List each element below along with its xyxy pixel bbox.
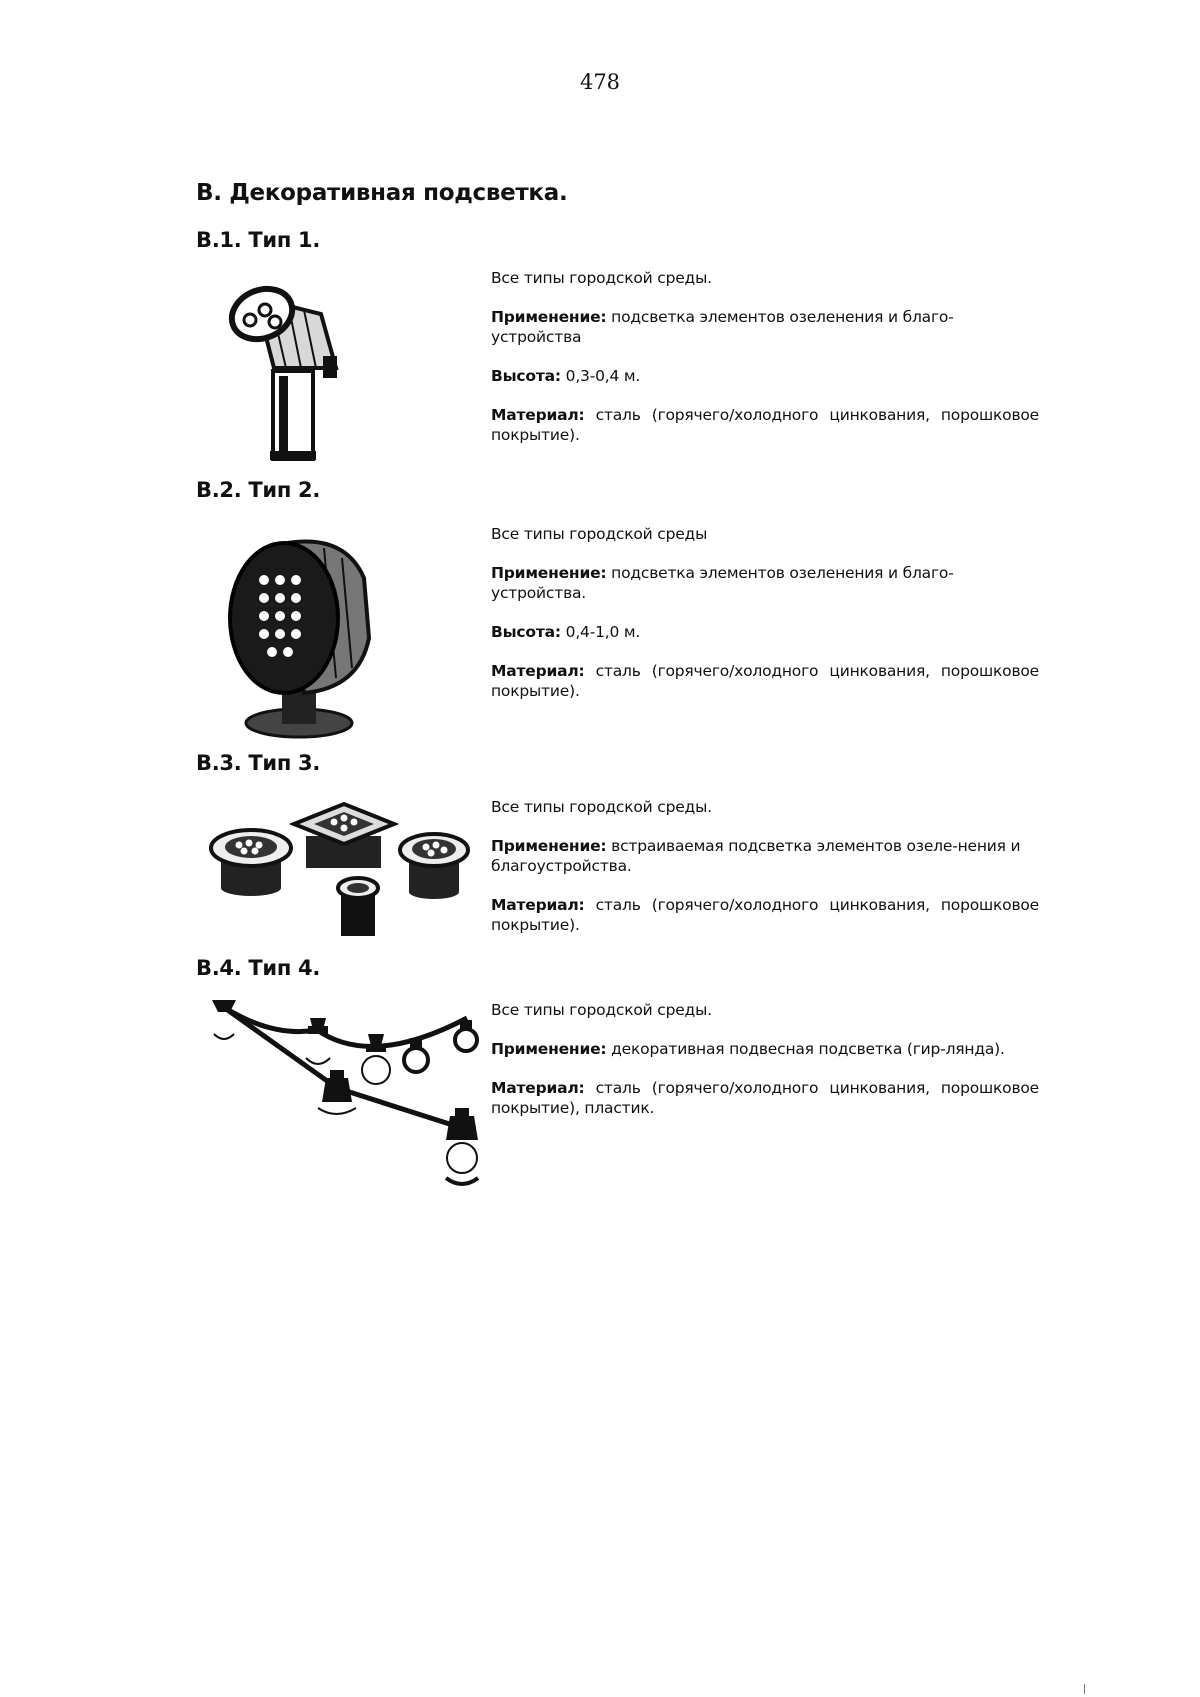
type-1-height-label: Высота: [491,367,561,385]
type-2-application-label: Применение: [491,564,607,582]
type-1-title: В.1. Тип 1. [196,228,321,252]
type-1-description [491,268,1039,464]
type-2-height-label: Высота: [491,623,561,641]
type-2-material-text: сталь (горячего/холодного цинкования, порошковое покрытие). [491,662,1039,700]
type-2-description [491,524,1039,720]
type-2-env: Все типы городской среды [491,525,708,543]
type-4-application-text: декоративная подвесная подсветка (гир-лянда). [611,1040,1005,1058]
type-1-height-text: 0,3-0,4 м. [565,367,641,385]
type-2-material-label: Материал: [491,662,585,680]
floodlight-icon [224,528,384,740]
section-title: В. Декоративная подсветка. [196,180,568,206]
type-3-application-text: встраиваемая подсветка элементов озеле-нения и благоустройства. [491,837,1021,875]
type-3-material-text: сталь (горячего/холодного цинкования, порошковое покрытие). [491,896,1039,934]
type-1-application-text: подсветка элементов озеленения и благо-устройства [491,308,954,346]
type-4-title: В.4. Тип 4. [196,956,321,980]
type-1-material-label: Материал: [491,406,585,424]
type-2-application-text: подсветка элементов озеленения и благо-устройства. [491,564,954,602]
type-3-application-label: Применение: [491,837,607,855]
page-number: 478 [579,70,621,94]
type-3-material-label: Материал: [491,896,585,914]
type-3-description [491,797,1039,954]
type-4-application-label: Применение: [491,1040,607,1058]
scan-edge-mark [1084,1684,1085,1694]
type-2-height-text: 0,4-1,0 м. [565,623,641,641]
inground-lights-icon [206,800,476,945]
spotlight-lamp-icon [226,276,376,466]
garland-lights-icon [212,998,487,1188]
type-4-description [491,1000,1039,1137]
type-3-env: Все типы городской среды. [491,798,712,816]
type-3-title: В.3. Тип 3. [196,751,321,775]
type-4-material-label: Материал: [491,1079,585,1097]
type-2-title: В.2. Тип 2. [196,478,321,502]
type-4-material-text: сталь (горячего/холодного цинкования, порошковое покрытие), пластик. [491,1079,1039,1117]
type-4-env: Все типы городской среды. [491,1001,712,1019]
type-1-material-text: сталь (горячего/холодного цинкования, порошковое покрытие). [491,406,1039,444]
type-1-application-label: Применение: [491,308,607,326]
type-1-env: Все типы городской среды. [491,269,712,287]
